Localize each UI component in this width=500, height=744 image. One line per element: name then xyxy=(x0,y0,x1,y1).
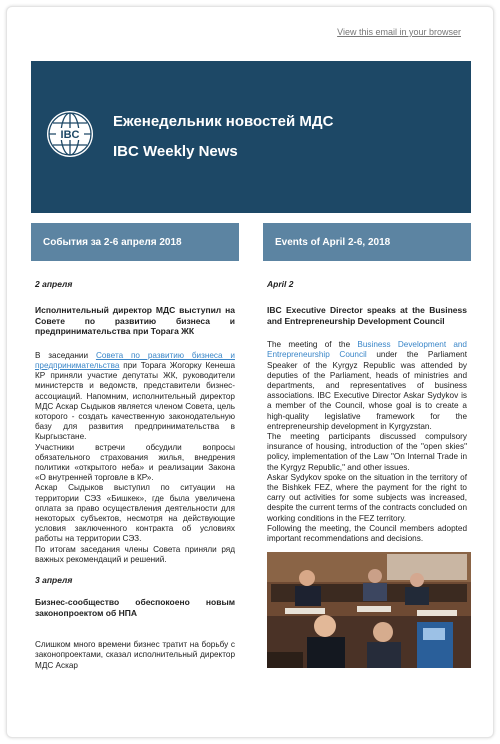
paragraph-en-4: Following the meeting, the Council members adopted important recommendations and decisions. xyxy=(267,523,467,544)
column-header-en: Events of April 2-6, 2018 xyxy=(263,223,471,261)
paragraph-ru-5: Слишком много времени бизнес тратит на борьбу с законопроектами, сказал исполнительный директор МДС Аскар xyxy=(35,640,235,670)
logo-text: IBC xyxy=(60,129,80,141)
council-link-en[interactable]: Business Development and Entrepreneurship Council xyxy=(267,340,467,360)
paragraph-ru-3: Аскар Сыдыков выступил по ситуации на территории СЭЗ «Бишкек», где была увеличена оплата за право осуществления деятельности для некоторых субъектов, несмотря на действующие условия заключенного контракта об условиях работы на территории СЭЗ. xyxy=(35,483,235,544)
paragraph-ru-1: В заседании Совета по развитию бизнеса и предпринимательства при Торага Жогорку Кенеша КР приняли участие депутаты ЖК, руководители министерств и ведомств, представители бизнес-ассоциаций. Напомним, исполнительный директор МДС Аскар Сыдыков является членом Совета, цель которого - создать качественную законодательную базу для развития предпринимательства в Кыргызстане. xyxy=(35,350,235,442)
council-meeting-photo xyxy=(267,552,471,668)
ibc-globe-logo-icon xyxy=(45,109,95,159)
paragraph-ru-2: Участники встречи обсудили вопросы обязательного страхования жилья, внедрения политики «открытого неба» и реализации Закона «О внутренней торговле в КР». xyxy=(35,442,235,483)
headline-en-1: IBC Executive Director speaks at the Business and Entrepreneurship Development Council xyxy=(267,305,467,326)
date-en-1: April 2 xyxy=(267,279,294,289)
paragraph-ru-4: По итогам заседания члены Совета приняли ряд важных рекомендаций и решений. xyxy=(35,544,235,564)
column-header-ru: События за 2-6 апреля 2018 xyxy=(31,223,239,261)
date-ru-1: 2 апреля xyxy=(35,279,73,289)
english-column xyxy=(263,223,471,671)
paragraph-en-1: The meeting of the Business Development and Entrepreneurship Council under the Parliament Speaker of the Kyrgyz Republic was attended by deputies of the Parliament, heads of ministries and departments, and representatives of business associations. IBC Executive Director Askar Sydykov is a member of the Council, whose goal is to create a high-quality legislative framework for the entrepreneurship development in Kyrgyzstan. xyxy=(267,340,468,431)
paragraph-en-3: Askar Sydykov spoke on the situation in the territory of the Bishkek FEZ, where the payment for the right to carry out activities for some subjects was increased, despite the current terms of the contracts concluded on working conditions in the FEZ territory. xyxy=(267,472,467,523)
headline-ru-2: Бизнес-сообщество обеспокоено новым законопроектом об НПА xyxy=(35,597,235,618)
banner-title-ru: Еженедельник новостей МДС xyxy=(113,113,334,130)
headline-ru-1: Исполнительный директор МДС выступил на Совете по развитию бизнеса и предпринимательства при Торага ЖК xyxy=(35,305,235,337)
council-link-ru[interactable]: Совета по развитию бизнеса и предпринимательства xyxy=(35,350,235,370)
banner-title-en: IBC Weekly News xyxy=(113,143,238,160)
view-in-browser-link[interactable]: View this email in your browser xyxy=(337,27,461,37)
paragraph-en-2: The meeting participants discussed compulsory insurance of housing, introduction of the "open skies" policy, implementation of the Law "On Internal Trade in the Kyrgyz Republic," and other issues. xyxy=(267,432,467,472)
russian-column xyxy=(31,223,239,671)
header-banner xyxy=(31,61,471,213)
email-frame xyxy=(6,6,494,738)
date-ru-2: 3 апреля xyxy=(35,574,73,585)
